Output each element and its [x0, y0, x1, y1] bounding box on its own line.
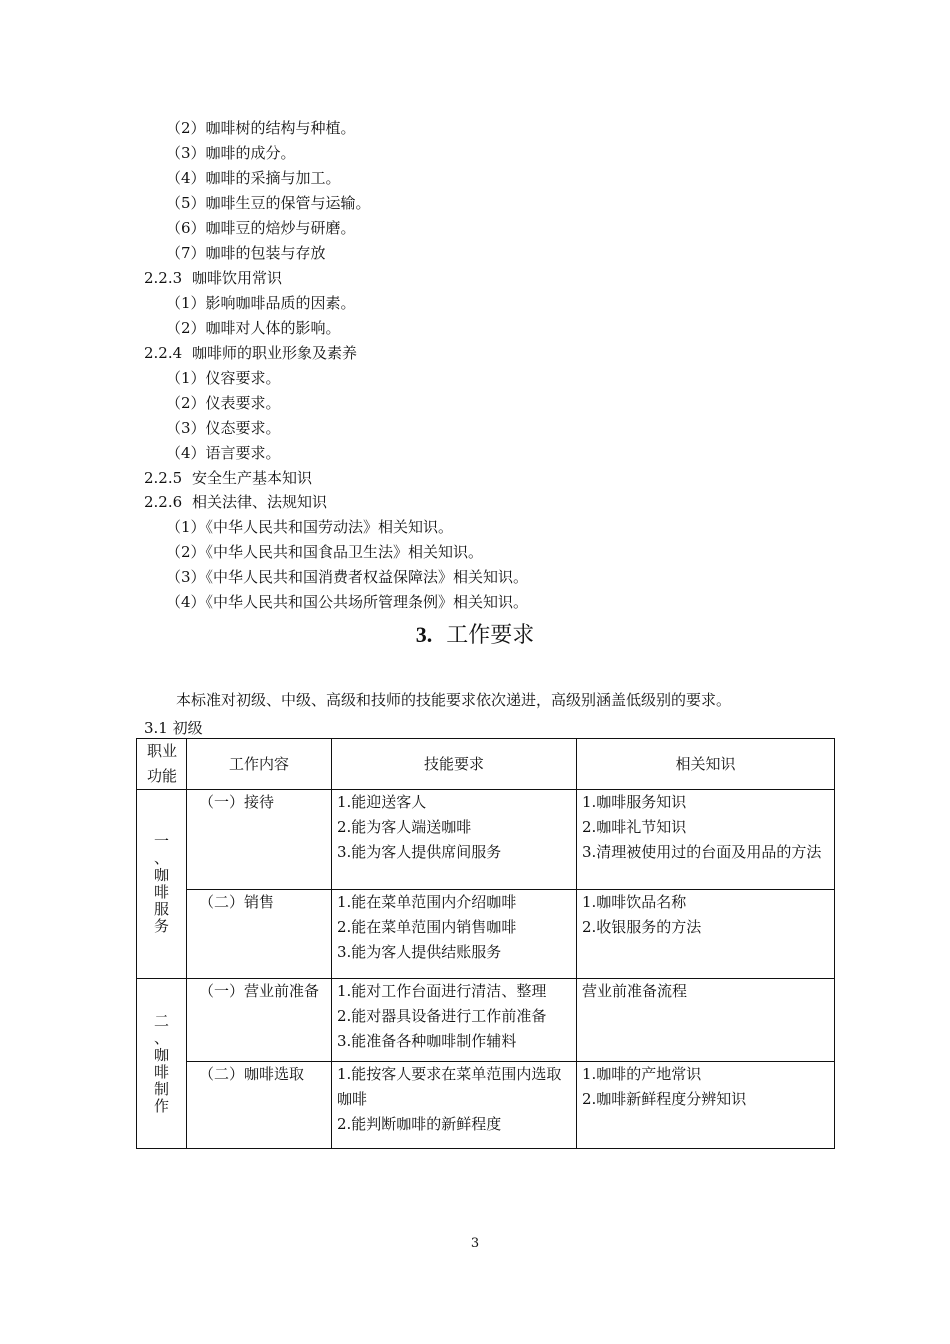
list-item: （3）咖啡的成分。 — [166, 144, 296, 162]
skill-item: 1.能对工作台面进行清洁、整理 — [337, 982, 547, 1000]
section-heading — [144, 268, 282, 288]
header-skill: 技能要求 — [332, 739, 577, 790]
list-item: （2）咖啡树的结构与种植。 — [166, 119, 356, 137]
skill-item: 1.能在菜单范围内介绍咖啡 — [337, 893, 517, 911]
list-item: （5）咖啡生豆的保管与运输。 — [166, 194, 371, 212]
page-number: 3 — [470, 1236, 480, 1251]
section-number: 2.2.3 — [144, 269, 183, 287]
function-cell: 二 、 咖 啡 制 作 — [137, 979, 187, 1149]
skill-item: 3.能准备各种咖啡制作辅料 — [337, 1032, 517, 1050]
skill-cell — [332, 890, 577, 979]
table-row — [137, 1062, 835, 1149]
skill-cell — [332, 1062, 577, 1149]
knowledge-item: 1.咖啡的产地常识 — [582, 1065, 702, 1083]
knowledge-item: 营业前准备流程 — [582, 982, 688, 1000]
table-row — [137, 790, 835, 890]
section-heading — [144, 492, 327, 512]
list-item: （2）仪表要求。 — [166, 394, 281, 412]
knowledge-item: 2.咖啡礼节知识 — [582, 818, 687, 836]
skill-item: 2.能对器具设备进行工作前准备 — [337, 1007, 547, 1025]
skill-item: 2.能在菜单范围内销售咖啡 — [337, 918, 517, 936]
knowledge-cell — [577, 890, 835, 979]
section-title: 相关法律、法规知识 — [192, 493, 328, 511]
list-item: （4）咖啡的采摘与加工。 — [166, 169, 341, 187]
section-number: 2.2.4 — [144, 344, 183, 362]
list-item: （4）《中华人民共和国公共场所管理条例》相关知识。 — [166, 593, 529, 611]
table-row — [137, 979, 835, 1062]
list-item: （1）影响咖啡品质的因素。 — [166, 294, 356, 312]
skill-item: 3.能为客人提供结账服务 — [337, 943, 502, 961]
level-label: 3.1 初级 — [144, 719, 203, 737]
skill-item: 2.能为客人端送咖啡 — [337, 818, 472, 836]
knowledge-item: 2.收银服务的方法 — [582, 918, 702, 936]
knowledge-cell — [577, 1062, 835, 1149]
section-title: 安全生产基本知识 — [192, 469, 313, 487]
chapter-title: 工作要求 — [446, 623, 535, 648]
section-number: 2.2.5 — [144, 469, 183, 487]
knowledge-cell — [577, 790, 835, 890]
skill-item: 1.能迎送客人 — [337, 793, 427, 811]
section-title: 咖啡饮用常识 — [192, 269, 283, 287]
list-item: （7）咖啡的包装与存放 — [166, 244, 326, 262]
table-header-row — [137, 739, 835, 790]
chapter-number: 3 — [415, 622, 427, 647]
chapter-dot: . — [426, 622, 433, 647]
intro-paragraph: 本标准对初级、中级、高级和技师的技能要求依次递进，高级别涵盖低级别的要求。 — [176, 691, 732, 709]
table-row — [137, 890, 835, 979]
chapter-heading — [0, 620, 950, 651]
content-cell: （一）接待 — [187, 790, 332, 890]
knowledge-cell — [577, 979, 835, 1062]
requirements-table — [136, 738, 835, 1149]
knowledge-item: 2.咖啡新鲜程度分辨知识 — [582, 1090, 747, 1108]
skill-item: 3.能为客人提供席间服务 — [337, 843, 502, 861]
section-heading — [144, 468, 312, 488]
skill-item: 2.能判断咖啡的新鲜程度 — [337, 1115, 502, 1133]
list-item: （1）仪容要求。 — [166, 369, 281, 387]
section-heading — [144, 343, 357, 363]
list-item: （4）语言要求。 — [166, 444, 281, 462]
skill-cell — [332, 979, 577, 1062]
skill-item: 1.能按客人要求在菜单范围内选取咖啡 — [337, 1065, 562, 1108]
list-item: （1）《中华人民共和国劳动法》相关知识。 — [166, 518, 454, 536]
list-item: （3）仪态要求。 — [166, 419, 281, 437]
header-function: 职业 功能 — [137, 739, 187, 790]
knowledge-item: 1.咖啡服务知识 — [582, 793, 687, 811]
header-knowledge: 相关知识 — [577, 739, 835, 790]
header-content: 工作内容 — [187, 739, 332, 790]
skill-cell — [332, 790, 577, 890]
list-item: （2）咖啡对人体的影响。 — [166, 319, 341, 337]
knowledge-item: 1.咖啡饮品名称 — [582, 893, 687, 911]
content-cell: （二）销售 — [187, 890, 332, 979]
function-cell: 一 、 咖 啡 服 务 — [137, 790, 187, 979]
list-item: （2）《中华人民共和国食品卫生法》相关知识。 — [166, 543, 484, 561]
list-item: （3）《中华人民共和国消费者权益保障法》相关知识。 — [166, 568, 529, 586]
content-cell: （一）营业前准备 — [187, 979, 332, 1062]
content-cell: （二）咖啡选取 — [187, 1062, 332, 1149]
section-title: 咖啡师的职业形象及素养 — [192, 344, 358, 362]
section-number: 2.2.6 — [144, 493, 183, 511]
list-item: （6）咖啡豆的焙炒与研磨。 — [166, 219, 356, 237]
knowledge-item: 3.清理被使用过的台面及用品的方法 — [582, 843, 822, 861]
